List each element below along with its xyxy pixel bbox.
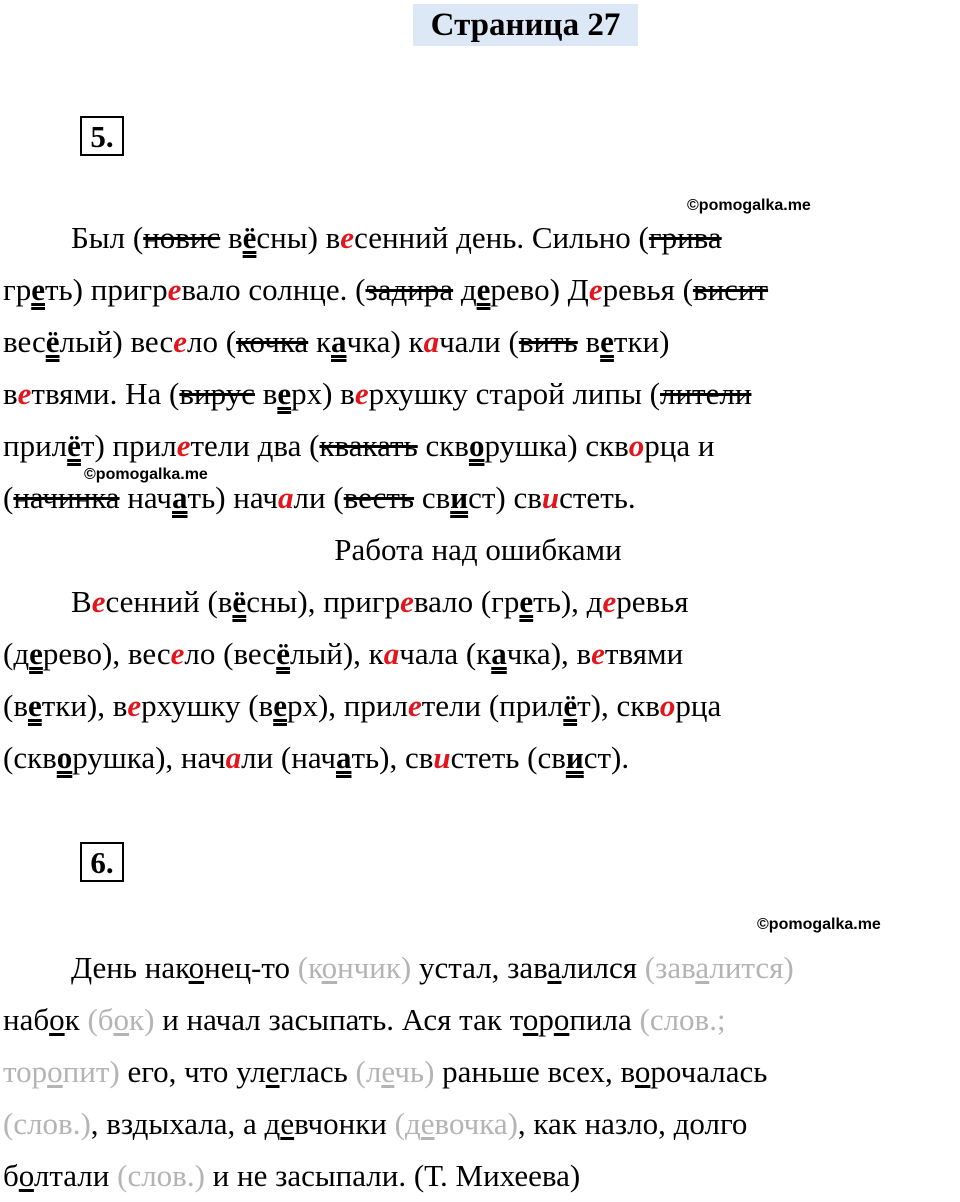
text-line: греть) пригревало солнце. (задира дерево) Деревья (висит	[3, 272, 769, 307]
exercise-5-text	[3, 212, 953, 784]
text-line: прилёт) прилетели два (квакать скворушка) скворца и	[3, 428, 715, 463]
text-line: болтали (слов.) и не засыпали. (Т. Михеева)	[3, 1158, 581, 1193]
exercise-5-number: 5.	[80, 116, 124, 156]
text-line: торопит) его, что улеглась (лечь) раньше всех, ворочалась	[3, 1054, 768, 1089]
page-title: Страница 27	[413, 4, 638, 46]
text-line: Был (новис вёсны) весенний день. Сильно (грива	[71, 220, 722, 255]
text-line: (ветки), верхушку (верх), прилетели (прилёт), скворца	[3, 688, 722, 723]
text-line: День наконец-то (кончик) устал, завалился (завалится)	[71, 950, 794, 985]
watermark: ©pomogalka.me	[84, 466, 208, 483]
watermark: ©pomogalka.me	[757, 916, 881, 933]
text-line: ветвями. На (вирус верх) верхушку старой липы (лители	[3, 376, 752, 411]
text-line: Весенний (вёсны), пригревало (греть), деревья	[71, 584, 689, 619]
text-line: (начинка начать) начали (весть свист) свистеть.	[3, 480, 636, 515]
text-line: (слов.), вздыхала, а девчонки (девочка), как назло, долго	[3, 1106, 748, 1141]
text-line: набок (бок) и начал засыпать. Ася так торопила (слов.;	[3, 1002, 726, 1037]
exercise-6-number: 6.	[80, 842, 124, 882]
text-line: (дерево), весело (весёлый), качала (качка), ветвями	[3, 636, 684, 671]
exercise-6-text	[3, 942, 953, 1202]
work-on-mistakes-title: Работа над ошибками	[334, 532, 622, 567]
text-line: весёлый) весело (кочка качка) качали (вить ветки)	[3, 324, 670, 359]
text-line: (скворушка), начали (начать), свистеть (свист).	[3, 740, 630, 775]
watermark: ©pomogalka.me	[687, 197, 811, 214]
